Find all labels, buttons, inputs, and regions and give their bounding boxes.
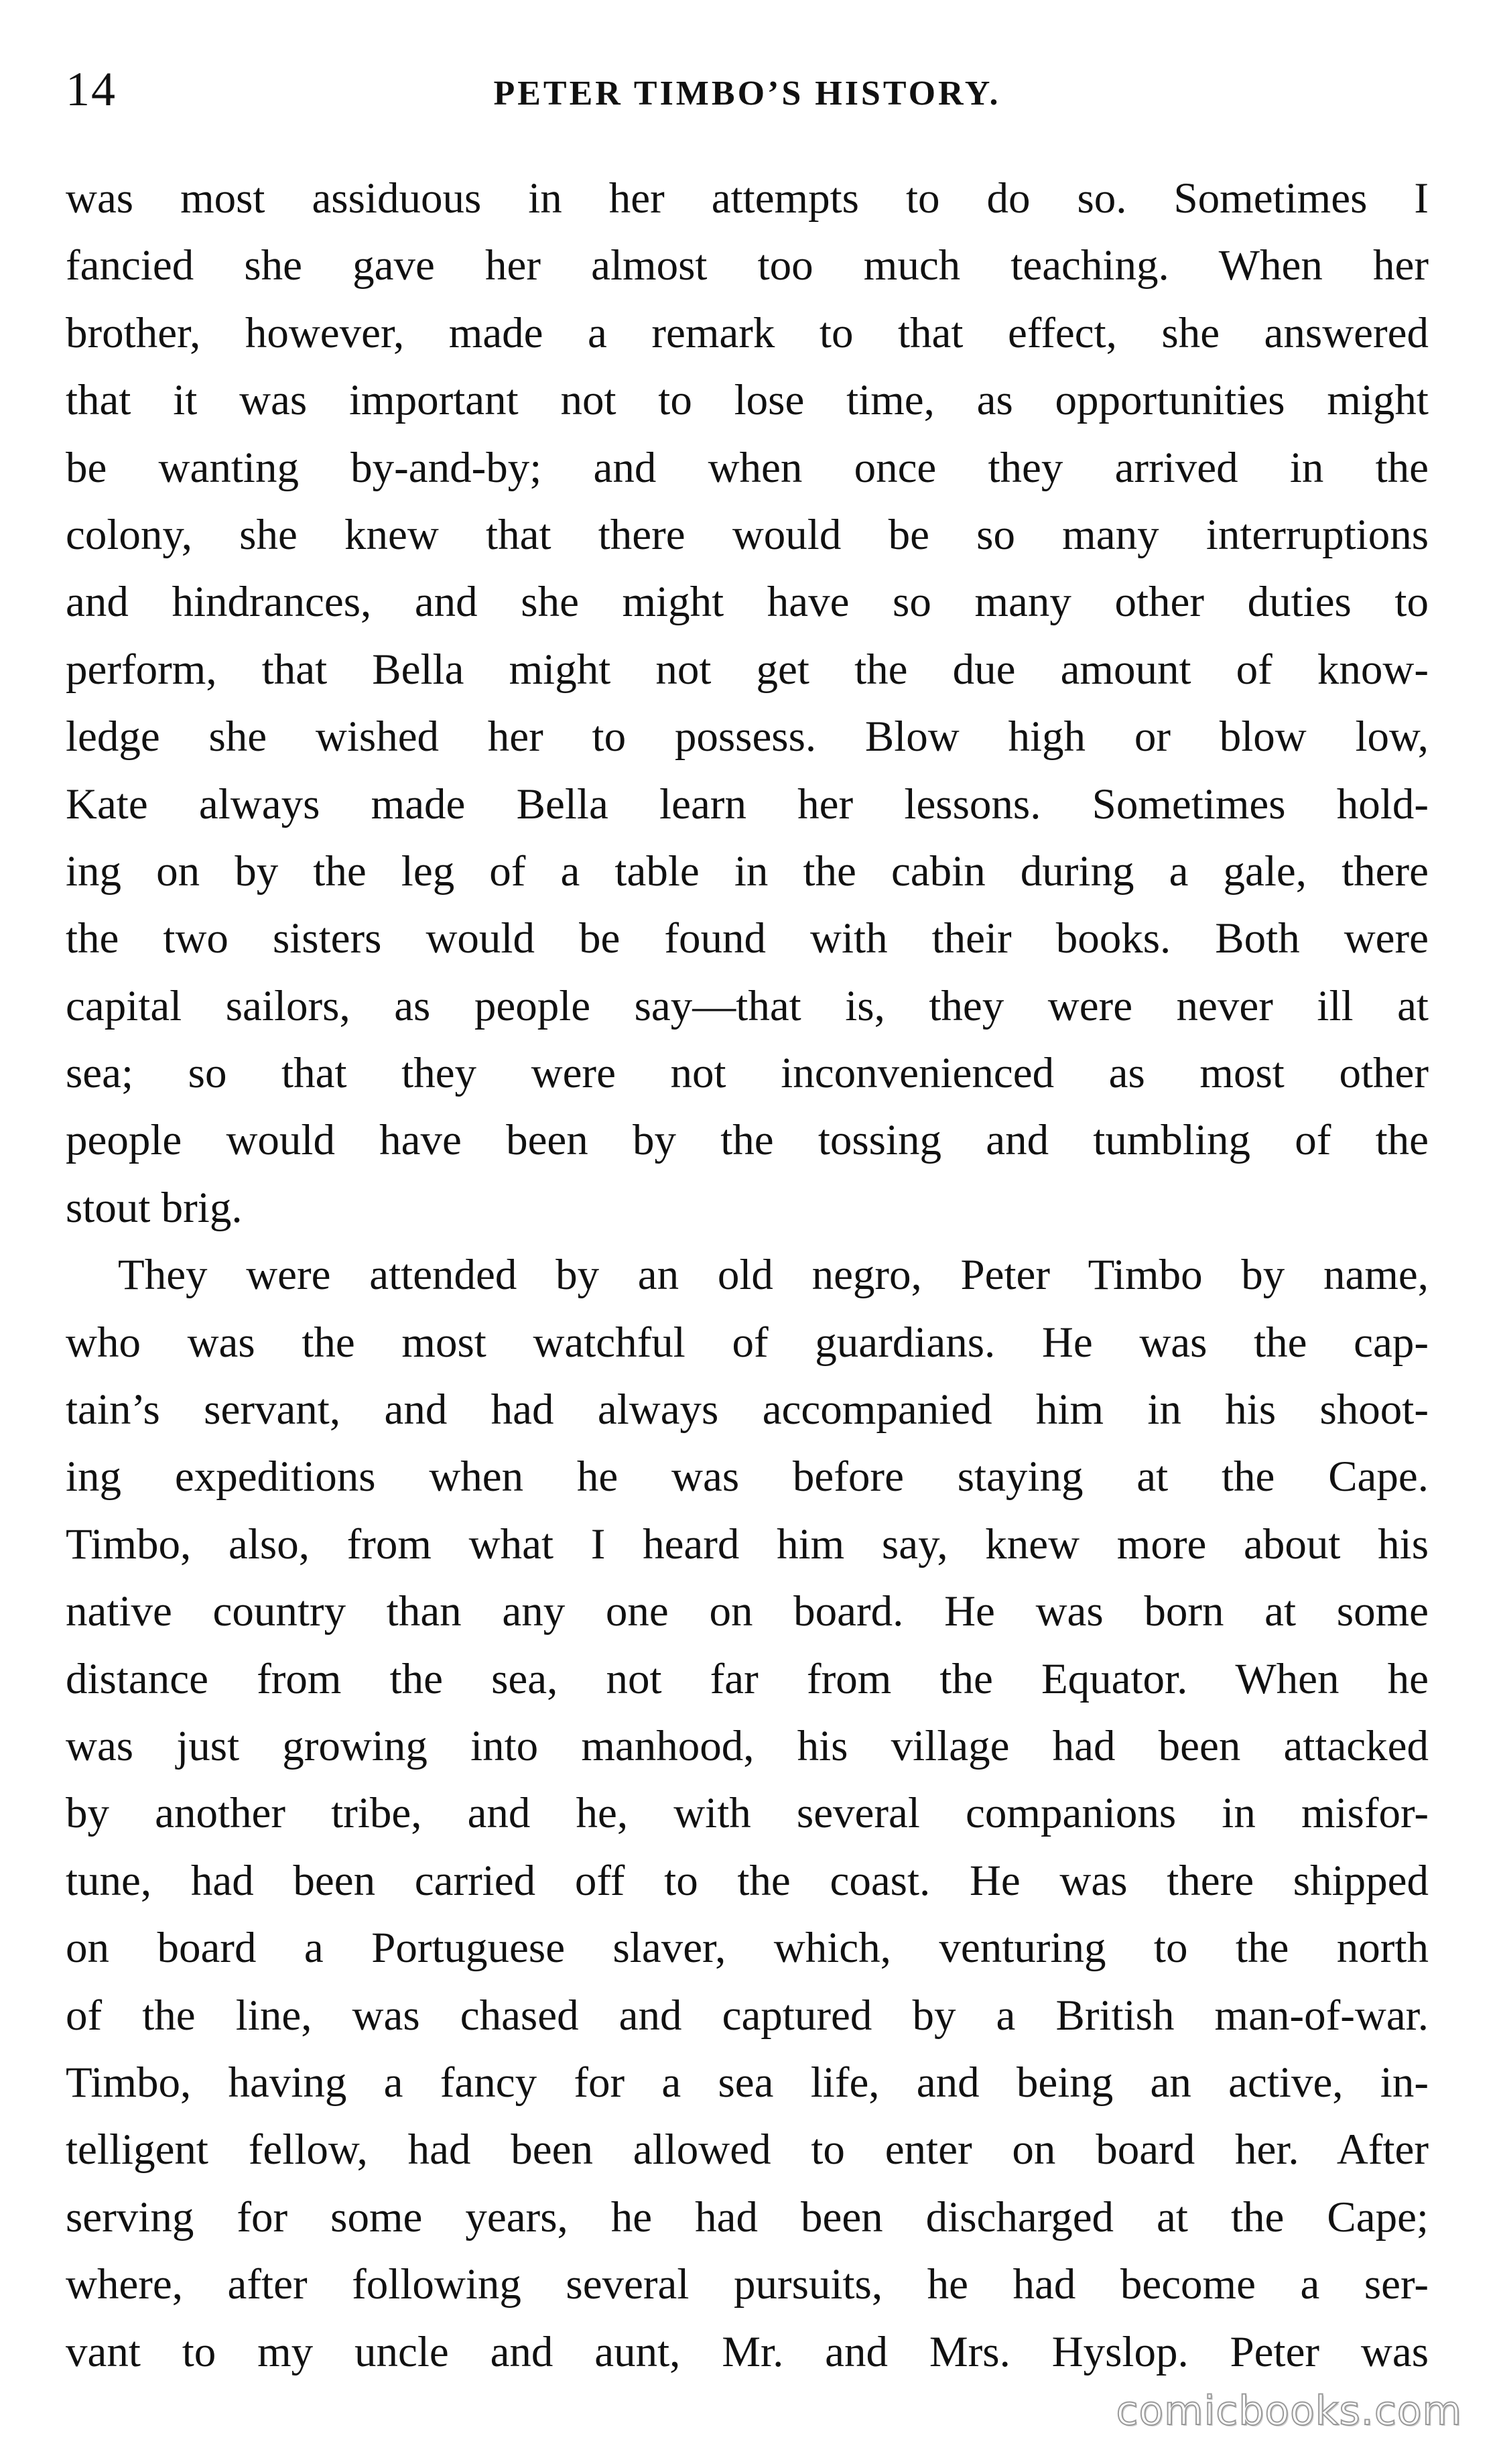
text-line: was just growing into manhood, his village had been attacked xyxy=(66,1721,1429,1770)
watermark: comicbooks.com xyxy=(1116,2388,1462,2435)
text-line: colony, she knew that there would be so many interruptions xyxy=(66,510,1429,559)
text-line: vant to my uncle and aunt, Mr. and Mrs. Hyslop. Peter was xyxy=(66,2327,1429,2376)
text-line: be wanting by-and-by; and when once they arrived in the xyxy=(66,443,1429,492)
text-line: on board a Portuguese slaver, which, venturing to the north xyxy=(66,1924,1429,1973)
text-line: ing expeditions when he was before staying at the Cape. xyxy=(66,1453,1429,1501)
text-line: Timbo, having a fancy for a sea life, and being an active, in- xyxy=(66,2058,1429,2107)
paragraph-2 xyxy=(66,1241,1429,2386)
text-line: that it was important not to lose time, as opportunities might xyxy=(66,376,1429,425)
text-line: tain’s servant, and had always accompanied him in his shoot- xyxy=(66,1385,1429,1434)
text-line: brother, however, made a remark to that effect, she answered xyxy=(66,308,1429,357)
text-line: sea; so that they were not inconvenienced as most other xyxy=(66,1049,1429,1098)
text-line: people would have been by the tossing and tumbling of the xyxy=(66,1116,1429,1165)
text-line: by another tribe, and he, with several companions in misfor- xyxy=(66,1789,1429,1838)
body-text xyxy=(66,165,1429,2386)
text-line: stout brig. xyxy=(66,1183,243,1232)
text-line: and hindrances, and she might have so many other duties to xyxy=(66,578,1429,627)
text-line: ledge she wished her to possess. Blow high or blow low, xyxy=(66,713,1429,761)
text-line: where, after following several pursuits, he had become a ser- xyxy=(66,2260,1429,2309)
text-line: was most assiduous in her attempts to do so. Sometimes I xyxy=(66,174,1429,223)
text-line: tune, had been carried off to the coast. He was there shipped xyxy=(66,1856,1429,1905)
text-line: perform, that Bella might not get the due amount of know- xyxy=(66,645,1429,694)
running-head xyxy=(66,54,1429,127)
text-line: They were attended by an old negro, Peter Timbo by name, xyxy=(118,1251,1429,1300)
text-line: Kate always made Bella learn her lessons. Sometimes hold- xyxy=(66,780,1429,828)
text-line: capital sailors, as people say—that is, they were never ill at xyxy=(66,981,1429,1030)
text-line: Timbo, also, from what I heard him say, knew more about his xyxy=(66,1520,1429,1568)
text-line: of the line, was chased and captured by a British man-of-war. xyxy=(66,1991,1429,2040)
text-line: telligent fellow, had been allowed to enter on board her. After xyxy=(66,2126,1429,2174)
text-line: native country than any one on board. He was born at some xyxy=(66,1587,1429,1636)
text-line: who was the most watchful of guardians. He was the cap- xyxy=(66,1318,1429,1367)
text-line: the two sisters would be found with their books. Both were xyxy=(66,914,1429,963)
page-number: 14 xyxy=(66,62,117,116)
text-line: distance from the sea, not far from the Equator. When he xyxy=(66,1654,1429,1703)
running-title: PETER TIMBO’S HISTORY. xyxy=(493,74,1001,113)
text-line: serving for some years, he had been discharged at the Cape; xyxy=(66,2193,1429,2241)
text-line: ing on by the leg of a table in the cabin during a gale, there xyxy=(66,847,1429,896)
paragraph-1 xyxy=(66,165,1429,1241)
text-line: fancied she gave her almost too much teaching. When her xyxy=(66,241,1429,290)
